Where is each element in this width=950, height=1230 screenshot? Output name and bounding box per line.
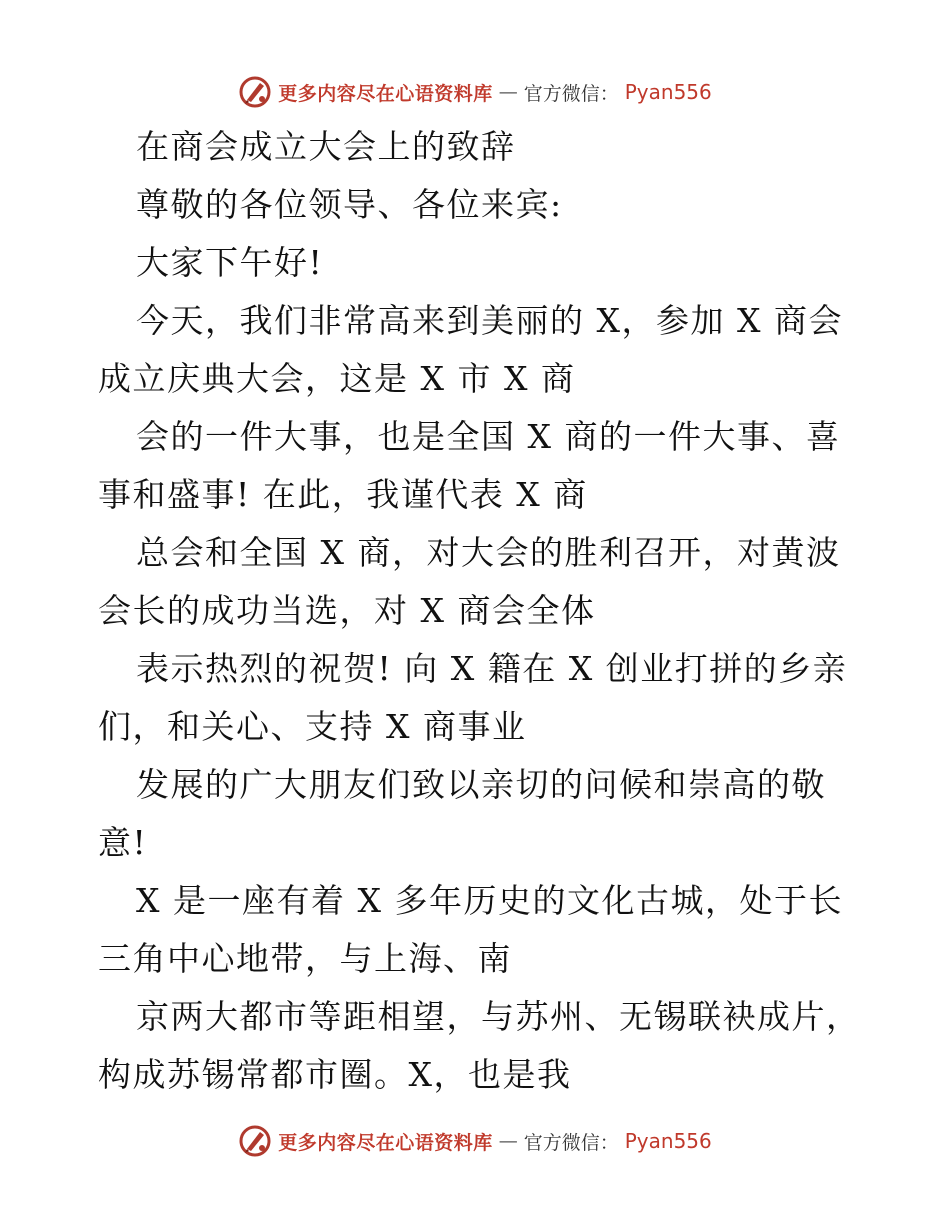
paragraph-line: 表示热烈的祝贺! 向 X 籍在 X 创业打拼的乡亲 <box>136 649 848 688</box>
footer-banner <box>0 1121 950 1161</box>
document-body <box>98 118 861 1104</box>
paragraph-line: 京两大都市等距相望，与苏州、无锡联袂成片， <box>136 997 861 1036</box>
salutation: 尊敬的各位领导、各位来宾: <box>136 185 563 224</box>
header-banner <box>0 72 950 112</box>
quill-pen-logo-icon <box>238 75 272 109</box>
paragraph-line: 发展的广大朋友们致以亲切的问候和崇高的敬 <box>136 765 826 804</box>
header-wechat-label: 官方微信： <box>523 82 619 105</box>
paragraph-line: 会长的成功当选，对 X 商会全体 <box>98 591 596 630</box>
header-separator: — <box>498 81 518 103</box>
header-notice: 更多内容尽在心语资料库 <box>278 82 493 105</box>
paragraph-line: 三角中心地带，与上海、南 <box>98 939 512 978</box>
paragraph-line: X 是一座有着 X 多年历史的文化古城，处于长 <box>136 881 843 920</box>
paragraph-line: 们，和关心、支持 X 商事业 <box>98 707 527 746</box>
greeting: 大家下午好! <box>136 243 324 282</box>
footer-wechat-id: Pyan556 <box>624 1129 712 1153</box>
footer-separator: — <box>498 1130 518 1152</box>
paragraph-line: 总会和全国 X 商，对大会的胜利召开，对黄波 <box>136 533 841 572</box>
paragraph-line: 构成苏锡常都市圈。X，也是我 <box>98 1055 572 1094</box>
paragraph-line: 事和盛事! 在此，我谨代表 X 商 <box>98 475 588 514</box>
header-wechat-id: Pyan556 <box>624 80 712 104</box>
paragraph-line: 意! <box>98 823 148 862</box>
paragraph-line: 成立庆典大会，这是 X 市 X 商 <box>98 359 576 398</box>
quill-pen-logo-icon <box>238 1124 272 1158</box>
paragraph-line: 会的一件大事，也是全国 X 商的一件大事、喜 <box>136 417 841 456</box>
footer-wechat-label: 官方微信： <box>523 1131 619 1154</box>
footer-notice: 更多内容尽在心语资料库 <box>278 1131 493 1154</box>
document-title: 在商会成立大会上的致辞 <box>136 127 516 166</box>
paragraph-line: 今天，我们非常高来到美丽的 X，参加 X 商会 <box>136 301 843 340</box>
